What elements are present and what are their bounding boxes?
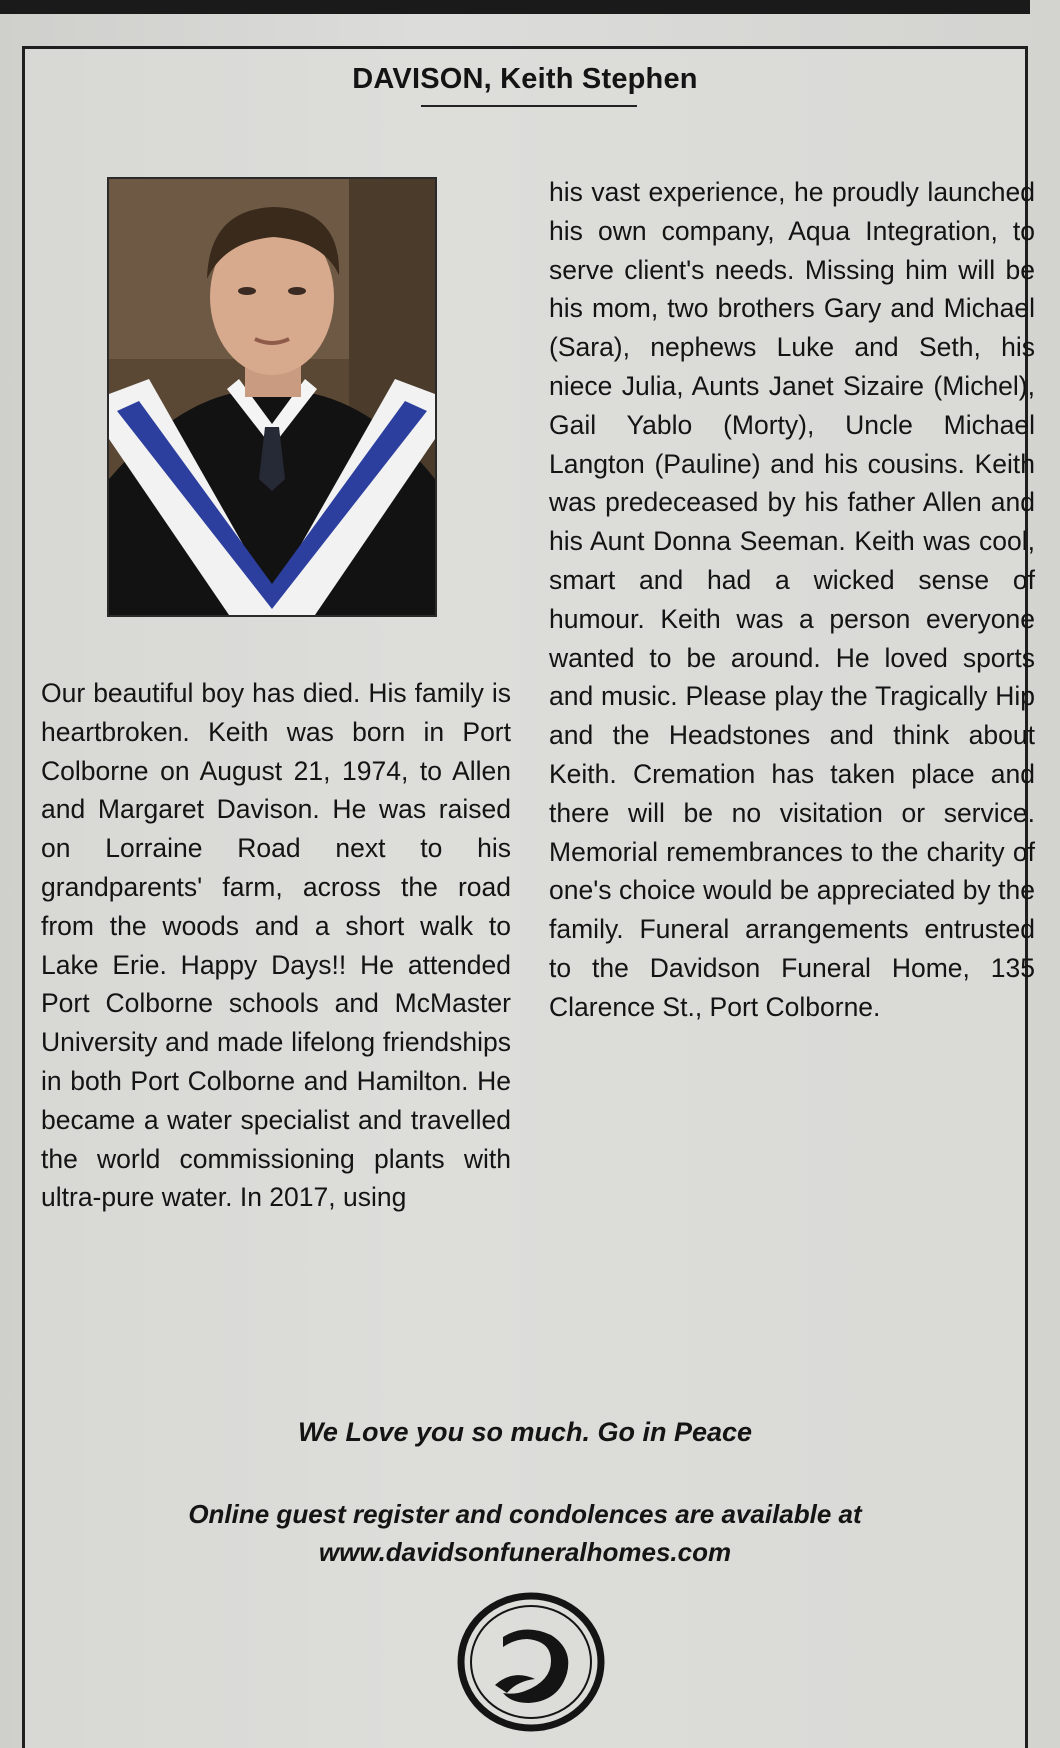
name-underline (421, 105, 637, 107)
online-register-text: Online guest register and condolences are available at (188, 1499, 862, 1529)
obituary-paragraph-right: his vast experience, he proudly launched his own company, Aqua Integration, to serve client's needs. Missing him will be his mom, two brothers Gary and Michael (Sara), nephews Luke and Seth, his niece Julia, Aunts Janet Sizaire (Michel), Gail Yablo (Morty), Uncle Michael Langton (Pauline) and his cousins. Keith was predeceased by his father Allen and his Aunt Donna Seeman. Keith was cool, smart and had a wicked sense of humour. Keith was a person everyone wanted to be around. He loved sports and music. Please play the Tragically Hip and the Headstones and think about Keith. Cremation has taken place and there will be no visitation or service. Memorial remembrances to the charity of one's choice would be appreciated by the family. Funeral arrangements entrusted to the Davidson Funeral Home, 135 Clarence St., Port Colborne. (549, 177, 1035, 1022)
obituary-text-left-column (41, 674, 511, 1217)
closing-message: We Love you so much. Go in Peace (297, 1417, 753, 1447)
obituary-notice (22, 46, 1035, 1748)
obituary-paragraph-left: Our beautiful boy has died. His family is heartbroken. Keith was born in Port Colborne on August 21, 1974, to Allen and Margaret Davison. He was raised on Lorraine Road next to his grandparents' farm, across the road from the woods and a short walk to Lake Erie. Happy Days!! He attended Port Colborne schools and McMaster University and made lifelong friendships in both Port Colborne and Hamilton. He became a water specialist and travelled the world commissioning plants with ultra-pure water. In 2017, using (41, 678, 511, 1213)
portrait-illustration (109, 179, 435, 615)
funeral-home-website-link[interactable]: www.davidsonfuneralhomes.com (318, 1537, 732, 1567)
funeral-home-logo-icon (455, 1589, 607, 1735)
online-condolences (25, 1495, 1025, 1571)
obituary-text-right-column (549, 173, 1035, 1027)
top-rule (0, 0, 1030, 14)
deceased-name: DAVISON, Keith Stephen (352, 63, 698, 95)
portrait-photo (107, 177, 437, 617)
